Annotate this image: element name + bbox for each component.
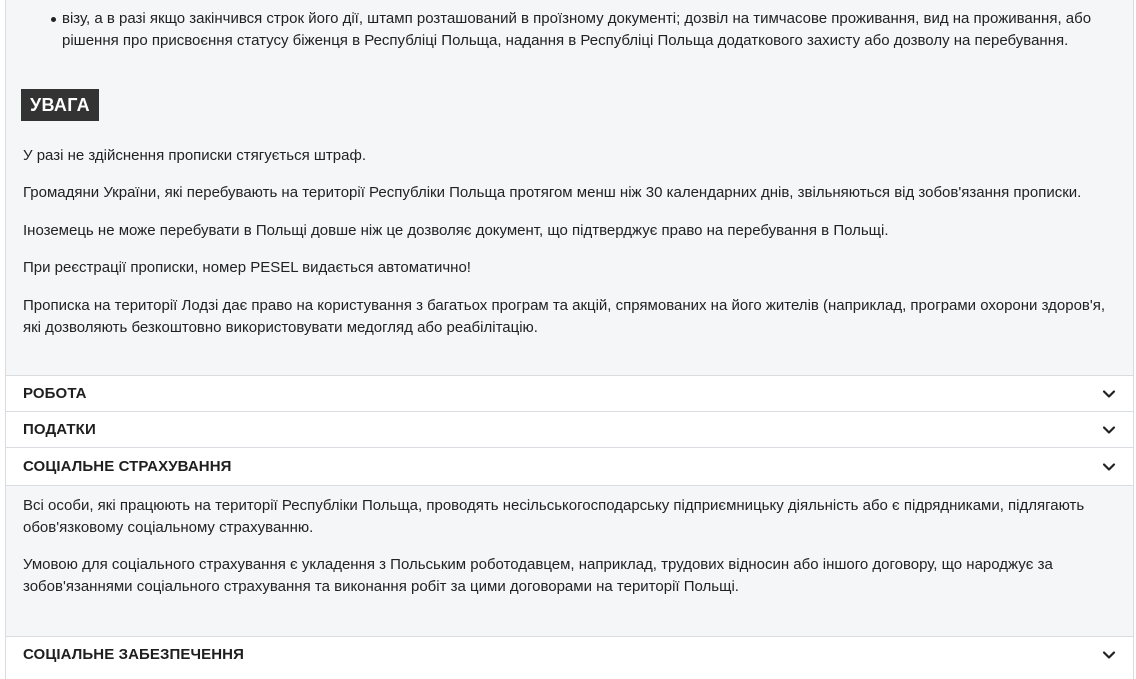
residence-section-body <box>6 0 1133 375</box>
paragraph-insurance-condition: Умовою для соціального страхування є укладення з Польським роботодавцем, наприклад, трудових відносин або іншого договору, що народжує за зобов'язаннями соціального страхування та виконання робіт за цими договорами на території Польщі. <box>23 556 1053 595</box>
paragraph-stay-limit: Іноземець не може перебувати в Польщі довше ніж це дозволяє документ, що підтверджує право на перебування в Польщі. <box>23 222 889 239</box>
chevron-down-icon[interactable] <box>1102 460 1116 474</box>
paragraph-pesel: При реєстрації прописки, номер PESEL видається автоматично! <box>23 259 471 276</box>
accordion-header-social-security[interactable] <box>6 636 1133 679</box>
document-list <box>6 0 1133 52</box>
accordion-header-taxes[interactable] <box>6 411 1133 447</box>
paragraph-fine: У разі не здійснення прописки стягується штраф. <box>23 147 366 164</box>
chevron-down-icon[interactable] <box>1102 648 1116 662</box>
accordion-header-work[interactable] <box>6 375 1133 411</box>
list-item: візу, а в разі якщо закінчився строк його дії, штамп розташований в проїзному документі; дозвіл на тимчасове проживання, вид на проживання, або рішення про присвоєння статусу біженця в Республіці Польща, надання в Республіці Польща додаткового захисту або дозволу на перебування. <box>62 8 1133 52</box>
content-frame <box>5 0 1134 679</box>
paragraph-benefits: Прописка на території Лодзі дає право на користування з багатьох програм та акцій, спрямованих на його жителів (наприклад, програми охорони здоров'я, які дозволяють безкоштовно використовувати медогляд або реабілітацію. <box>23 297 1106 336</box>
chevron-down-icon[interactable] <box>1102 423 1116 437</box>
paragraph-exemption: Громадяни України, які перебувають на території Республіки Польща протягом менш ніж 30 календарних днів, звільняються від зобов'язання прописки. <box>23 184 1082 201</box>
accordion-title: СОЦІАЛЬНЕ ЗАБЕЗПЕЧЕННЯ <box>23 646 244 663</box>
warning-badge: УВАГА <box>21 89 99 121</box>
accordion-title: РОБОТА <box>23 385 87 402</box>
chevron-down-icon[interactable] <box>1102 387 1116 401</box>
paragraph-insurance-scope: Всі особи, які працюють на території Республіки Польща, проводять несільськогосподарську підприємницьку діяльність або є підрядниками, підлягають обов'язковому соціальному страхуванню. <box>23 497 1085 536</box>
accordion-title: СОЦІАЛЬНЕ СТРАХУВАННЯ <box>23 458 232 475</box>
accordion-header-social-insurance[interactable] <box>6 447 1133 485</box>
accordion-title: ПОДАТКИ <box>23 421 96 438</box>
social-insurance-body <box>6 485 1133 636</box>
